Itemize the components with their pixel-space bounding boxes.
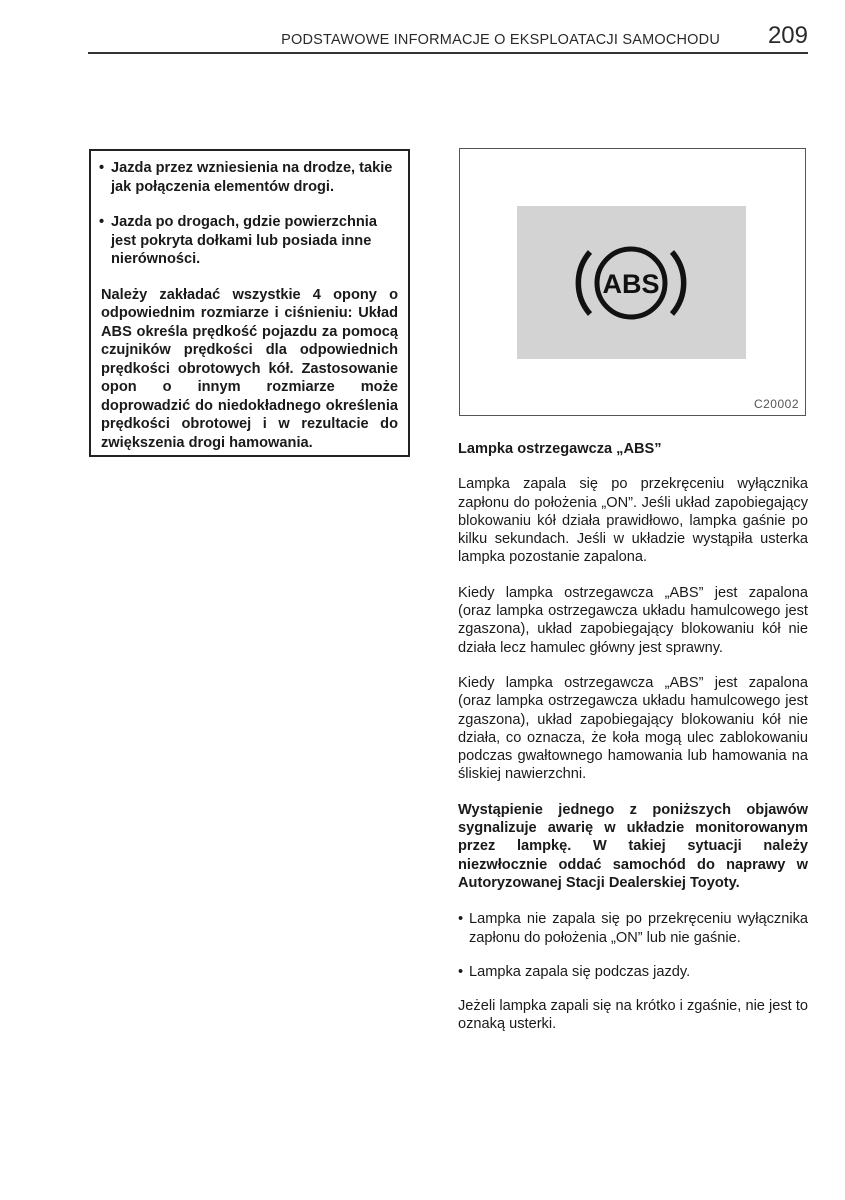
abs-warning-icon — [517, 206, 746, 359]
abs-icon-text: ABS — [602, 269, 660, 299]
right-column — [458, 440, 808, 1051]
bold-paragraph: Wystąpienie jednego z poniższych objawów sygnalizuje awarię w układzie monitorowanym przez lampkę. W takiej sytuacji należy niezwłocznie oddać samochód do naprawy w Autoryzowanej Stacji Dealerskiej Toyoty. — [458, 801, 808, 891]
body-paragraph: Lampka zapala się po przekręceniu wyłącznika zapłonu do położenia „ON”. Jeśli układ zapobiegający blokowaniu kół działa prawidłowo, lampka gaśnie po kilku sekundach. Jeśli w układzie wystąpiła usterka lampka pozostanie zapalona. — [458, 476, 808, 566]
figure-code: C20002 — [753, 397, 799, 411]
page-number: 209 — [767, 22, 808, 49]
bullet-dot: • — [99, 160, 105, 176]
page-header — [88, 22, 808, 54]
warning-bullet-text: Jazda po drogach, gdzie powierzchnia jest pokryta dołkami lub posiada inne nierówności. — [111, 214, 377, 267]
warning-bullet-text: Jazda przez wzniesienia na drodze, takie jak połączenia elementów drogi. — [111, 160, 393, 195]
symptom-bullet — [458, 963, 808, 981]
body-paragraph: Kiedy lampka ostrzegawcza „ABS” jest zapalona (oraz lampka ostrzegawcza układu hamulcowego jest zgaszona), układ zapobiegający blokowaniu kół nie działa lecz hamulec główny jest sprawny. — [458, 584, 808, 656]
warning-box — [89, 149, 410, 457]
body-paragraph: Jeżeli lampka zapali się na krótko i zgaśnie, nie jest to oznaką usterki. — [458, 998, 808, 1033]
figure-panel — [517, 206, 746, 359]
symptom-bullet — [458, 910, 808, 947]
header-title: PODSTAWOWE INFORMACJE O EKSPLOATACJI SAMOCHODU — [281, 32, 720, 48]
bullet-dot: • — [99, 214, 105, 230]
body-paragraph: Kiedy lampka ostrzegawcza „ABS” jest zapalona (oraz lampka ostrzegawcza układu hamulcowego jest zgaszona), układ zapobiegający blokowaniu kół nie działa, co oznacza, że koła mogą ulec zablokowaniu podczas gwałtownego hamowania lub hamowania na śliskiej nawierzchni. — [458, 674, 808, 783]
abs-figure — [459, 148, 806, 416]
warning-bullet — [101, 159, 398, 196]
section-heading: Lampka ostrzegawcza „ABS” — [458, 441, 662, 457]
symptom-bullet-text: Lampka zapala się podczas jazdy. — [469, 963, 691, 980]
warning-paragraph: Należy zakładać wszystkie 4 opony o odpowiednim rozmiarze i ciśnieniu: Układ ABS określa prędkość pojazdu za pomocą czujników prędkości dla odpowiednich prędkości obrotowych kół. Zastosowanie opon o innym rozmiarze może doprowadzić do niedokładnego określenia prędkości obrotowej i w rezultacie do zwiększenia drogi hamowania. — [101, 286, 398, 451]
symptom-bullet-text: Lampka nie zapala się po przekręceniu wyłącznika zapłonu do położenia „ON” lub nie gaśnie. — [469, 911, 808, 946]
warning-bullet — [101, 213, 398, 269]
bullet-dot: • — [458, 963, 464, 980]
bullet-dot: • — [458, 911, 464, 928]
